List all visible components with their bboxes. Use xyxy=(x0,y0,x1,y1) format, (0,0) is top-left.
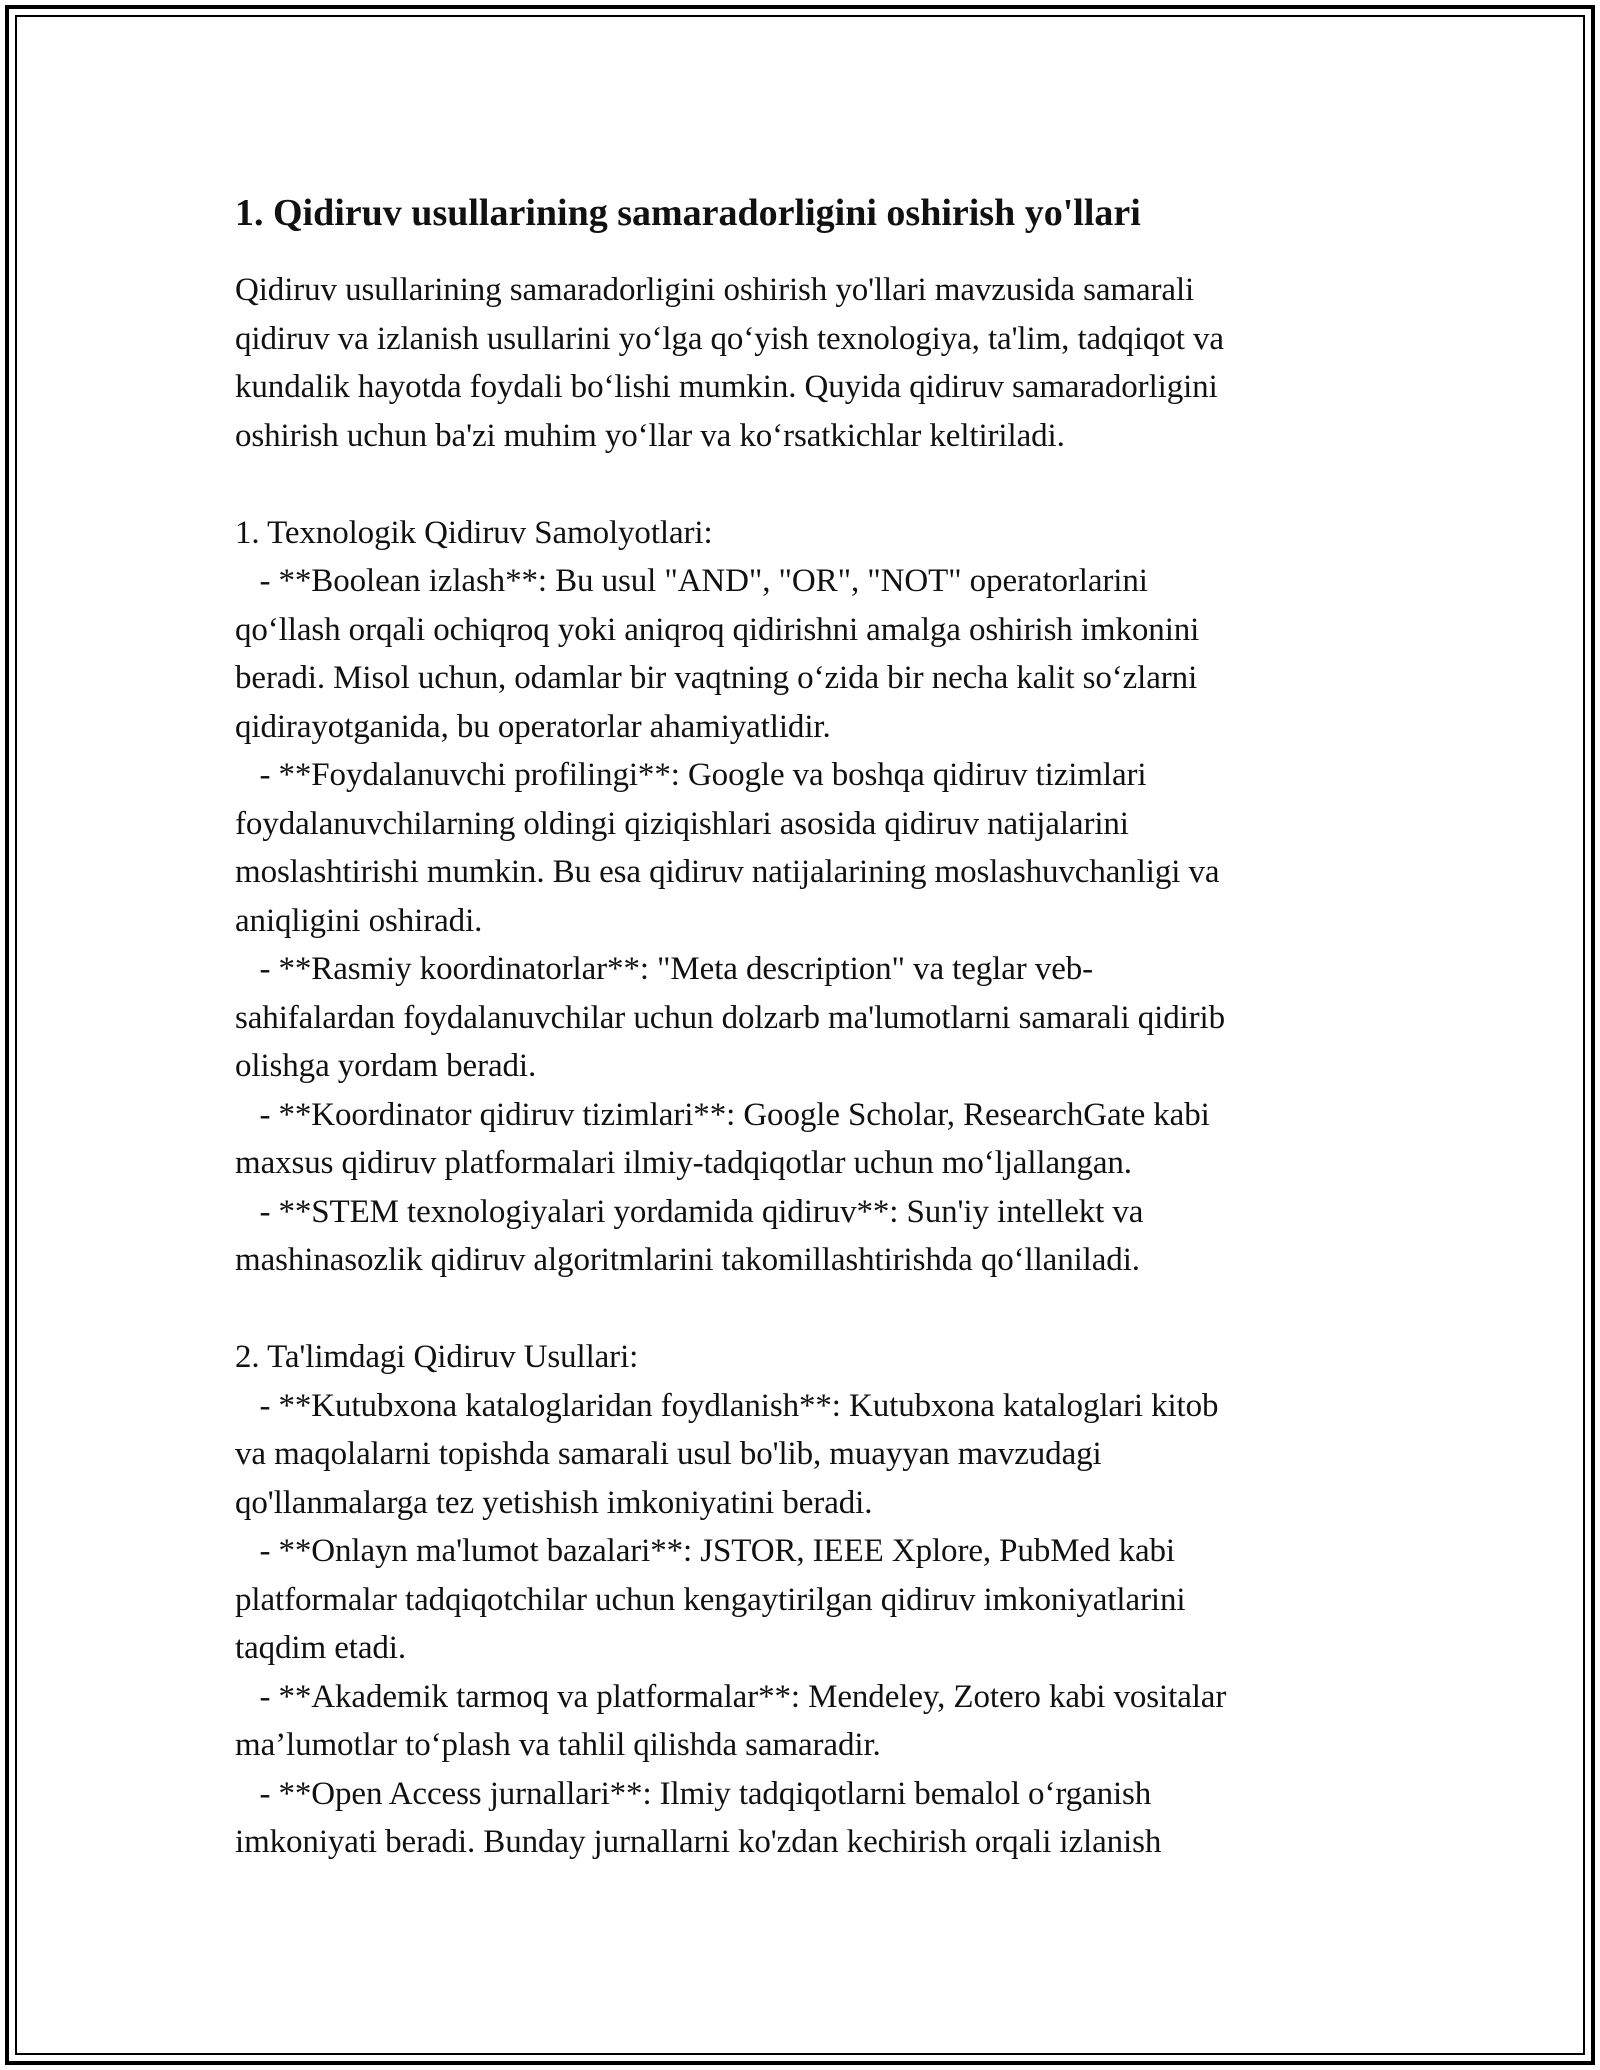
intro-line: oshirish uchun ba'zi muhim yo‘llar va ko‘rsatkichlar keltiriladi. xyxy=(235,417,1065,454)
document-body xyxy=(235,188,1375,1867)
section-heading-technology: 1. Texnologik Qidiruv Samolyotlari: xyxy=(235,514,713,551)
section-heading-education: 2. Ta'limdagi Qidiruv Usullari: xyxy=(235,1339,639,1375)
text-line: qo‘llash orqali ochiqroq yoki aniqroq qidirishni amalga oshirish imkonini xyxy=(235,611,1200,648)
text-line: beradi. Misol uchun, odamlar bir vaqtning o‘zida bir necha kalit so‘zlarni xyxy=(235,660,1198,696)
text-line: qo'llanmalarga tez yetishish imkoniyatini beradi. xyxy=(235,1484,873,1521)
text-line: aniqligini oshiradi. xyxy=(235,902,483,939)
list-item-open-access: - **Open Access jurnallari**: Ilmiy tadqiqotlarni bemalol o‘rganish xyxy=(235,1775,1152,1812)
list-item-stem: - **STEM texnologiyalari yordamida qidiruv**: Sun'iy intellekt va xyxy=(235,1193,1144,1230)
list-item-search-systems: - **Koordinator qidiruv tizimlari**: Google Scholar, ResearchGate kabi xyxy=(235,1096,1210,1133)
intro-line: qidiruv va izlanish usullarini yo‘lga qo‘yish texnologiya, ta'lim, tadqiqot va xyxy=(235,320,1224,357)
list-item-academic-networks: - **Akademik tarmoq va platformalar**: Mendeley, Zotero kabi vositalar xyxy=(235,1678,1227,1715)
list-item-profiling: - **Foydalanuvchi profilingi**: Google va boshqa qidiruv tizimlari xyxy=(235,757,1147,793)
document-title: 1. Qidiruv usullarining samaradorligini oshirish yo'llari xyxy=(235,192,1141,234)
text-line: imkoniyati beradi. Bunday jurnallarni ko'zdan kechirish orqali izlanish xyxy=(235,1824,1162,1860)
text-line: maxsus qidiruv platformalari ilmiy-tadqiqotlar uchun mo‘ljallangan. xyxy=(235,1145,1132,1181)
intro-line: Qidiruv usullarining samaradorligini oshirish yo'llari mavzusida samarali xyxy=(235,272,1195,308)
text-line: va maqolalarni topishda samarali usul bo'lib, muayyan mavzudagi xyxy=(235,1436,1102,1472)
text-line: qidirayotganida, bu operatorlar ahamiyatlidir. xyxy=(235,708,831,745)
text-line: sahifalardan foydalanuvchilar uchun dolzarb ma'lumotlarni samarali qidirib xyxy=(235,999,1226,1036)
text-line: taqdim etadi. xyxy=(235,1630,406,1666)
section-technology xyxy=(235,509,1375,1285)
text-line: olishga yordam beradi. xyxy=(235,1048,537,1084)
intro-line: kundalik hayotda foydali bo‘lishi mumkin. Quyida qidiruv samaradorligini xyxy=(235,369,1218,405)
text-line: platformalar tadqiqotchilar uchun kengaytirilgan qidiruv imkoniyatlarini xyxy=(235,1581,1186,1618)
paragraph-spacer xyxy=(235,460,1375,509)
intro-paragraph xyxy=(235,266,1375,460)
text-line: mashinasozlik qidiruv algoritmlarini takomillashtirishda qo‘llaniladi. xyxy=(235,1242,1140,1278)
text-line: foydalanuvchilarning oldingi qiziqishlari asosida qidiruv natijalarini xyxy=(235,805,1129,842)
list-item-online-databases: - **Onlayn ma'lumot bazalari**: JSTOR, IEEE Xplore, PubMed kabi xyxy=(235,1533,1175,1569)
section-education xyxy=(235,1333,1375,1867)
list-item-library-catalogs: - **Kutubxona kataloglaridan foydlanish**: Kutubxona kataloglari kitob xyxy=(235,1387,1219,1424)
list-item-boolean: - **Boolean izlash**: Bu usul "AND", "OR", "NOT" operatorlarini xyxy=(235,563,1148,599)
text-line: ma’lumotlar to‘plash va tahlil qilishda samaradir. xyxy=(235,1727,881,1763)
list-item-coordinators: - **Rasmiy koordinatorlar**: "Meta description" va teglar veb- xyxy=(235,951,1094,987)
paragraph-spacer xyxy=(235,1285,1375,1334)
text-line: moslashtirishi mumkin. Bu esa qidiruv natijalarining moslashuvchanligi va xyxy=(235,854,1220,890)
